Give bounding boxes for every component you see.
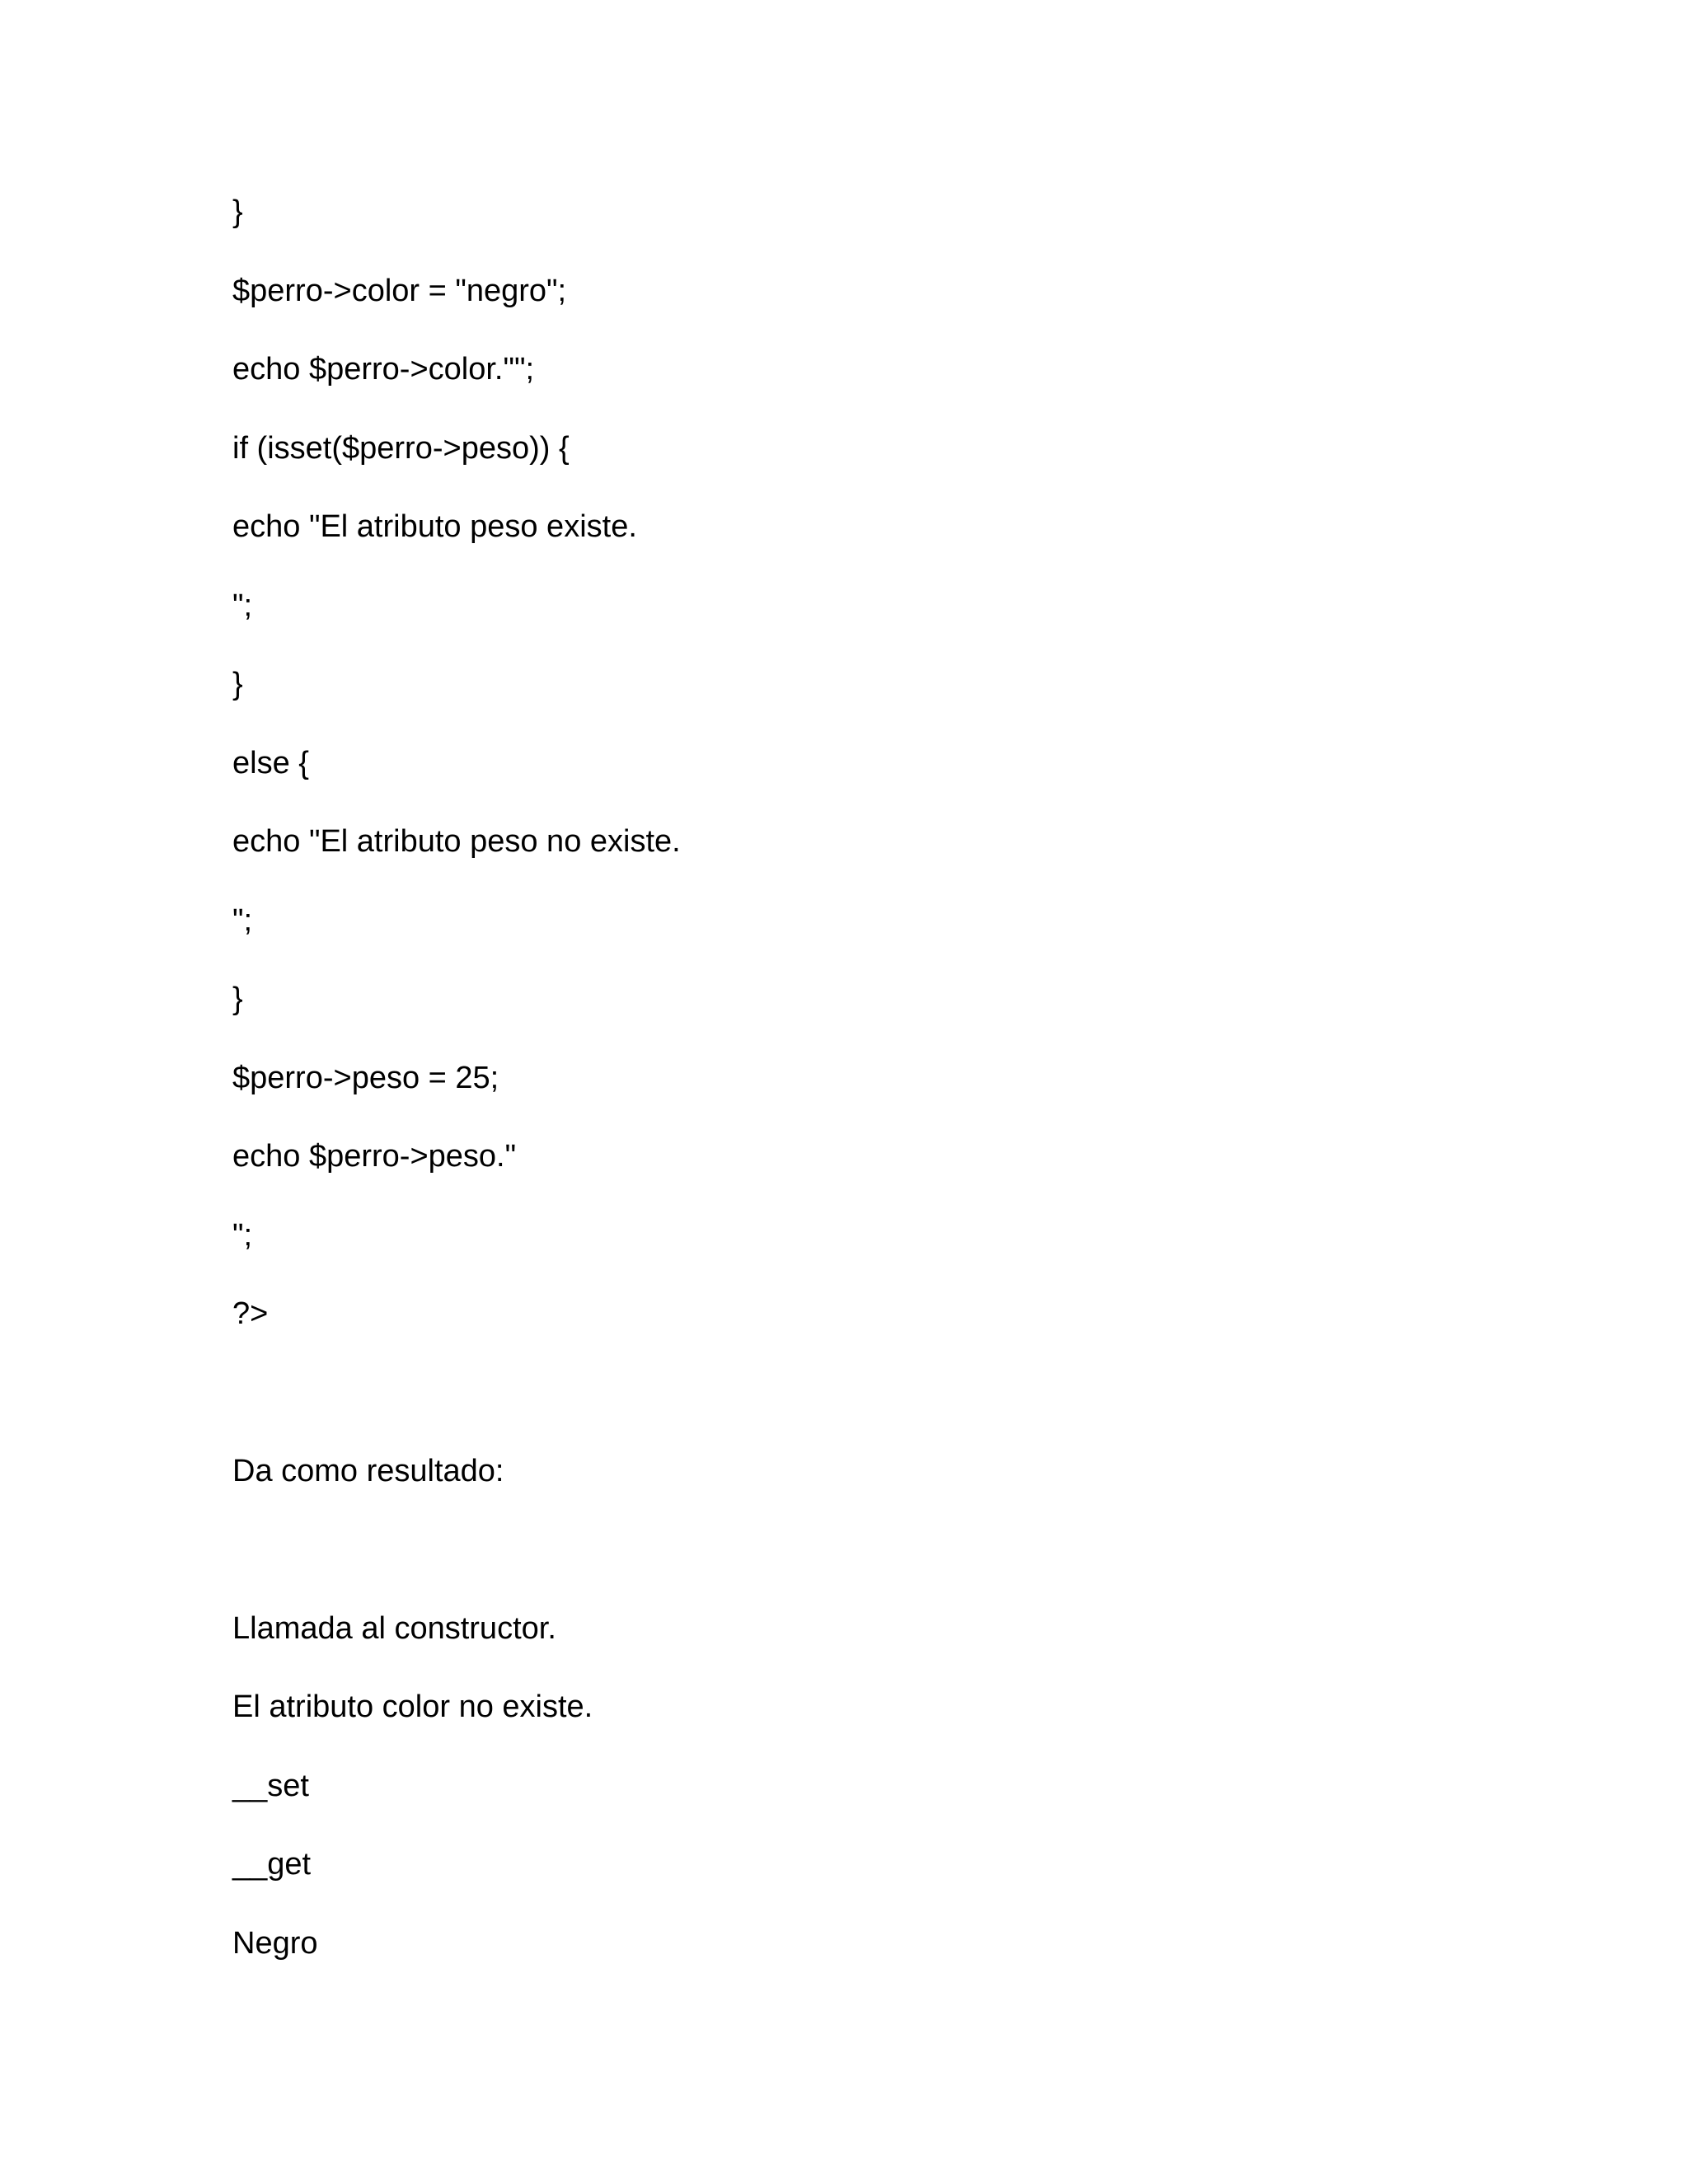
output-line: __set xyxy=(232,1769,309,1803)
code-line: echo $perro->color.""; xyxy=(232,352,535,387)
output-line: Negro xyxy=(232,1926,318,1961)
code-line: } xyxy=(232,982,243,1016)
code-line: echo "El atributo peso existe. xyxy=(232,509,637,544)
code-line: } xyxy=(232,194,243,229)
output-line: Llamada al constructor. xyxy=(232,1611,556,1646)
code-line: ?> xyxy=(232,1296,269,1331)
code-line: } xyxy=(232,667,243,701)
code-line: $perro->color = "negro"; xyxy=(232,274,567,308)
code-line: $perro->peso = 25; xyxy=(232,1061,499,1095)
result-heading: Da como resultado: xyxy=(232,1454,504,1488)
code-line: "; xyxy=(232,1218,253,1253)
code-line: "; xyxy=(232,588,253,623)
code-line: echo $perro->peso." xyxy=(232,1139,517,1174)
code-line: else { xyxy=(232,746,309,780)
output-line: El atributo color no existe. xyxy=(232,1690,593,1724)
code-line: "; xyxy=(232,903,253,938)
code-line: echo "El atributo peso no existe. xyxy=(232,824,681,859)
output-line: __get xyxy=(232,1847,312,1882)
code-line: if (isset($perro->peso)) { xyxy=(232,431,570,466)
